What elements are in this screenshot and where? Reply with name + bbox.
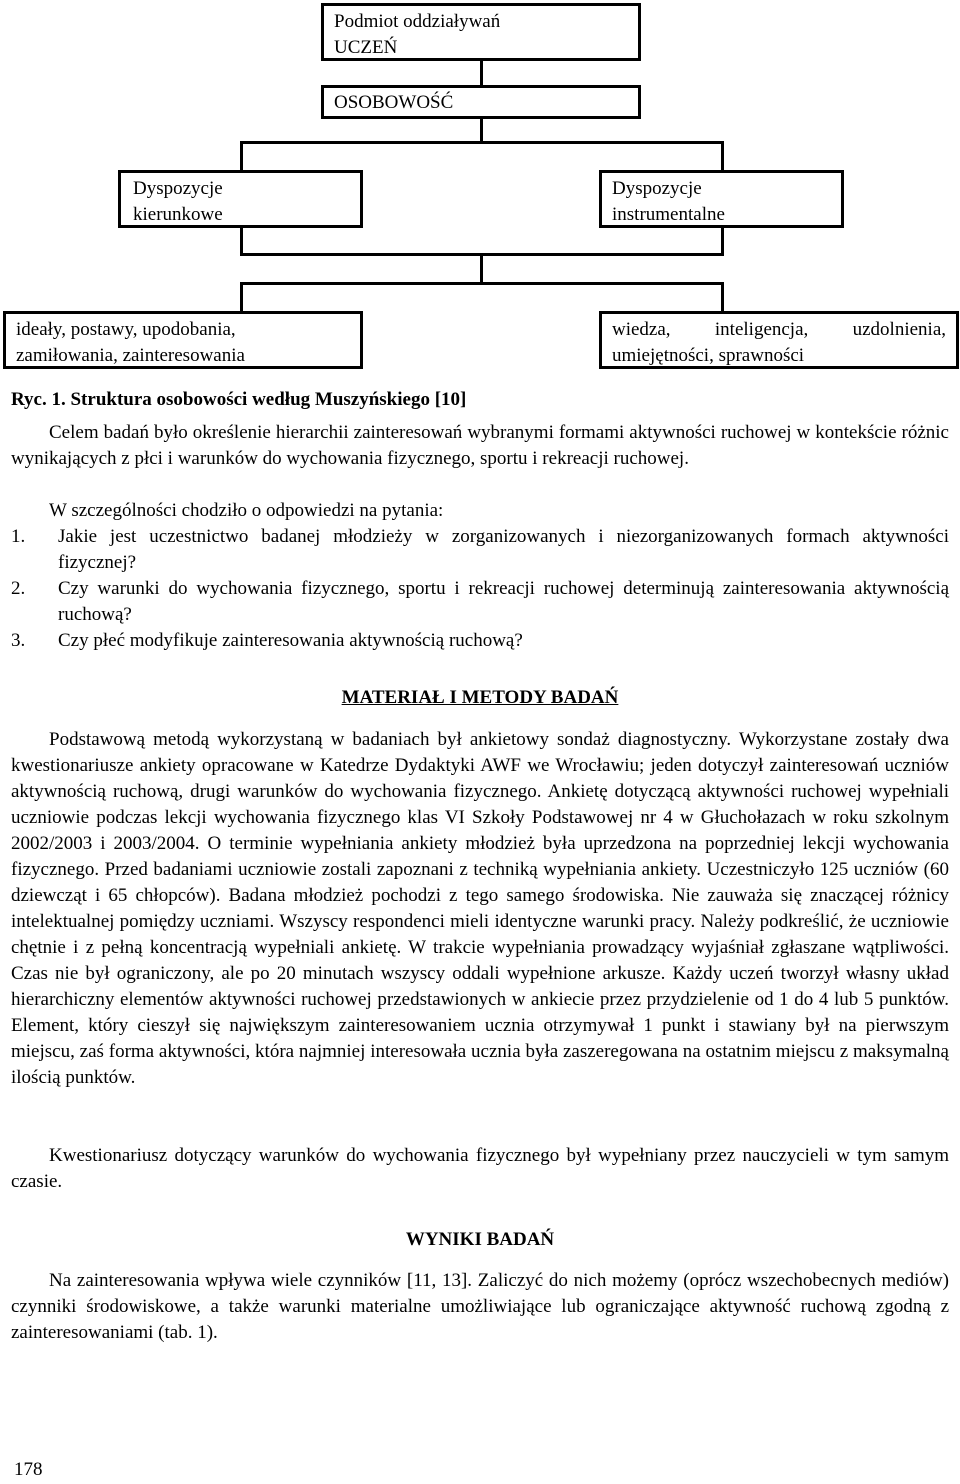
question-number: 2. [11, 578, 26, 599]
instrumental-label-line2: instrumentalne [612, 204, 725, 225]
instrumental-examples-box [599, 311, 959, 369]
connector-line [240, 141, 724, 144]
question-item [11, 576, 949, 628]
directional-dispositions-box [118, 170, 363, 228]
personality-label: OSOBOWOŚĆ [334, 92, 454, 113]
directional-label-line2: kierunkowe [133, 204, 223, 225]
question-text: Czy płeć modyfikuje zainteresowania aktywnością ruchową? [58, 630, 523, 651]
instrumental-examples-line1: wiedza, inteligencja, uzdolnienia, [612, 319, 946, 340]
section-heading-results: WYNIKI BADAŃ [405, 1229, 555, 1250]
connector-line [480, 61, 483, 85]
connector-line [721, 141, 724, 171]
questions-intro: W szczególności chodziło o odpowiedzi na pytania: [49, 500, 444, 521]
subject-label-line1: Podmiot oddziaływań [334, 11, 501, 32]
connector-line [721, 228, 724, 255]
methods-paragraph-2: Kwestionariusz dotyczący warunków do wychowania fizycznego był wypełniany przez nauczycieli w tym samym czasie. [11, 1145, 949, 1192]
personality-box [321, 85, 641, 119]
subject-box [321, 3, 641, 61]
connector-line [240, 228, 243, 255]
question-number: 1. [11, 526, 26, 547]
connector-line [240, 282, 243, 312]
connector-line [480, 119, 483, 143]
instrumental-label-line1: Dyspozycje [612, 178, 702, 199]
connector-line [240, 141, 243, 171]
instrumental-examples-line2: umiejętności, sprawności [612, 345, 805, 366]
page-number: 178 [14, 1459, 43, 1480]
directional-examples-line1: ideały, postawy, upodobania, [16, 319, 236, 340]
connector-line [721, 282, 724, 312]
question-item [11, 524, 949, 576]
figure-caption: Ryc. 1. Struktura osobowości według Muszyńskiego [10] [11, 389, 467, 410]
results-paragraph: Na zainteresowania wpływa wiele czynników [11, 13]. Zaliczyć do nich możemy (oprócz wszechobecnych mediów) czynniki środowiskowe, a także warunki materialne umożliwiające lub ograniczające aktywność ruchową zgodną z zainteresowaniami (tab. 1). [11, 1270, 949, 1343]
subject-label-line2: UCZEŃ [334, 37, 398, 58]
question-text: Jakie jest uczestnictwo badanej młodzieży w zorganizowanych i niezorganizowanych formach aktywności fizycznej? [58, 526, 949, 573]
connector-line [480, 253, 483, 283]
question-item [11, 628, 949, 654]
connector-line [240, 282, 724, 285]
question-text: Czy warunki do wychowania fizycznego, sportu i rekreacji ruchowej determinują zainteresowania aktywnością ruchową? [58, 578, 949, 625]
section-heading-methods: MATERIAŁ I METODY BADAŃ [341, 687, 619, 708]
methods-paragraph: Podstawową metodą wykorzystaną w badaniach był ankietowy sondaż diagnostyczny. Wykorzystane zostały dwa kwestionariusze ankiety opracowane w Katedrze Dydaktyki AWF we Wrocławiu; jeden dotyczył zainteresowań uczniów aktywnością ruchową, drugi warunków do wychowania fizycznego. Ankietę dotyczącą aktywności ruchowej wypełniali uczniowie podczas lekcji wychowania fizycznego klas VI Szkoły Podstawowej nr 4 w Głuchołazach w roku szkolnym 2002/2003 i 2003/2004. O terminie wypełniania ankiety młodzież była uprzedzona na poprzedniej lekcji wychowania fizycznego. Przed badaniami uczniowie zostali zapoznani z techniką wypełniania ankiety. Uczestniczyło 125 uczniów (60 dziewcząt i 65 chłopców). Badana młodzież pochodzi z tego samego środowiska. Nie zauważa się znaczącej różnicy intelektualnej pomiędzy uczniami. Wszyscy respondenci mieli identyczne warunki pracy. Należy podkreślić, że uczniowie chętnie i z pełną koncentracją wypełniali ankietę. W trakcie wypełniania prowadzący wyjaśniał zgłaszane wątpliwości. Czas nie był ograniczony, ale po 20 minutach wszyscy oddali wypełnione arkusze. Każdy uczeń tworzył własny układ hierarchiczny elementów aktywności ruchowej przedstawionych w ankiecie przez przydzielenie od 1 do 4 lub 5 punktów. Element, który cieszył się największym zainteresowaniem ucznia otrzymywał 1 punkt i stawiany był na pierwszym miejscu, zaś forma aktywności, która najmniej interesowała ucznia była zaszeregowana na ostatnim miejscu z maksymalną ilością punktów. [11, 729, 949, 1088]
directional-label-line1: Dyspozycje [133, 178, 223, 199]
directional-examples-line2: zamiłowania, zainteresowania [16, 345, 245, 366]
instrumental-dispositions-box [599, 170, 844, 228]
question-number: 3. [11, 630, 26, 651]
intro-paragraph: Celem badań było określenie hierarchii zainteresowań wybranymi formami aktywności ruchowej w kontekście różnic wynikających z płci i warunków do wychowania fizycznego, sportu i rekreacji ruchowej. [11, 422, 949, 469]
directional-examples-box [3, 311, 363, 369]
